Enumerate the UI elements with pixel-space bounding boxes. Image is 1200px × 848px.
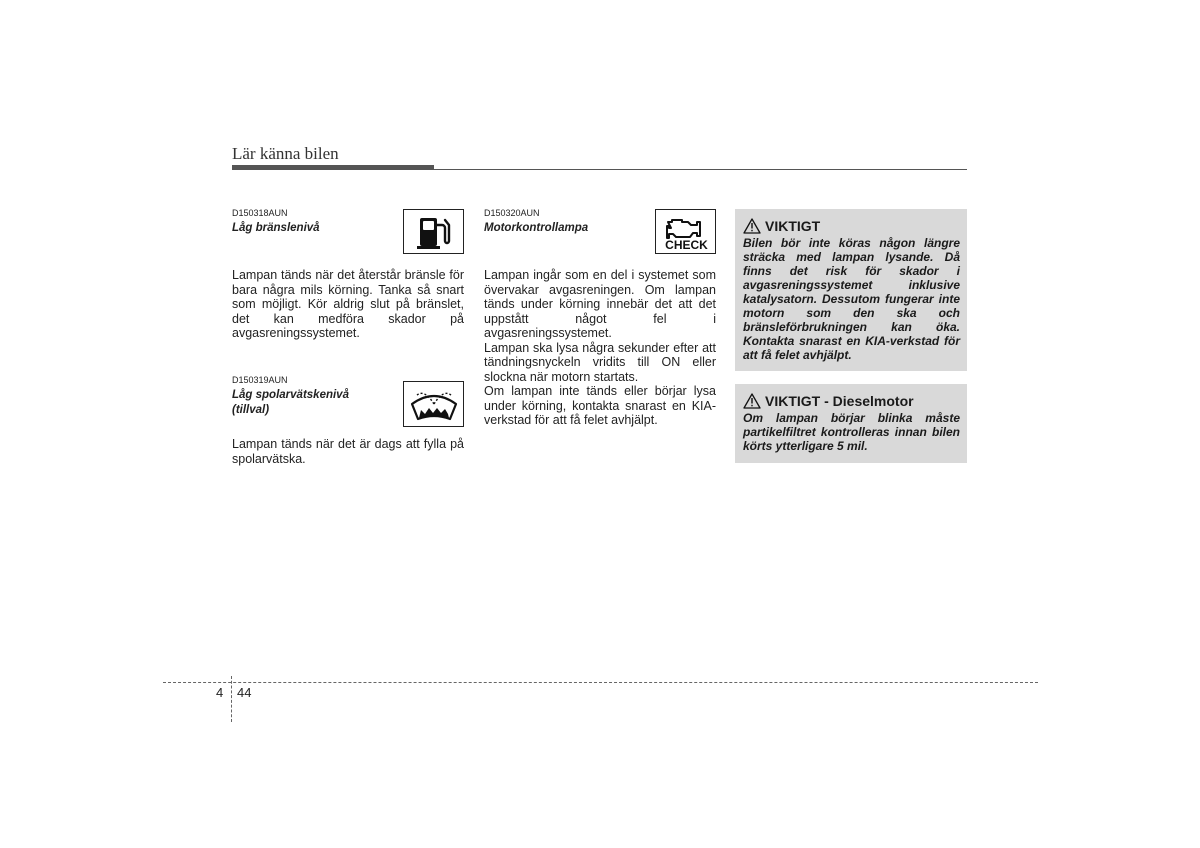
section-code-engine: D150320AUN [484,208,540,218]
section-body-fuel: Lampan tänds när det återstår bränsle för bara några mils körning. Tanka så snart som möjligt. Kör aldrig slut på bränslet, det kan medföra skador på avgasreningssystemet. [232,268,464,340]
page-header-title: Lär känna bilen [232,144,339,163]
section-code-washer: D150319AUN [232,375,288,385]
fuel-pump-icon [403,209,464,254]
warning-triangle-icon [743,393,761,409]
warning-text: Bilen bör inte köras någon längre sträcka med lampan lysande. Då finns det risk för skador i avgasreningssystemet inklusive katalysatorn. Dessutom fungerar inte motorn som den ska och bränsleförbrukningen kan öka. Kontakta snarast en KIA-verkstad för att få felet avhjälpt. [743,236,960,362]
washer-fluid-icon [403,381,464,427]
footer-divider [231,676,232,722]
warning-triangle-icon [743,218,761,234]
section-code-fuel: D150318AUN [232,208,288,218]
section-title-fuel: Låg bränslenivå [232,222,320,234]
section-body-engine-p3: Om lampan inte tänds eller börjar lysa under körning, kontakta snarast en KIA-verkstad för att få felet avhjälpt. [484,384,716,427]
section-title-washer [232,388,349,418]
section-title-washer-line2: (tillval) [232,404,270,416]
section-body-engine [484,268,716,428]
warning-title: VIKTIGT - Dieselmotor [765,393,914,409]
warning-title: VIKTIGT [765,218,821,234]
warning-box-diesel [735,384,967,463]
footer-dashed-rule [163,682,1038,683]
warning-box-viktigt [735,209,967,371]
check-engine-icon [655,209,716,254]
chapter-number: 4 [216,685,224,700]
header-rule [232,169,967,170]
section-body-engine-p1: Lampan ingår som en del i systemet som övervakar avgasreningen. Om lampan tänds under körning innebär det att det uppstått något fel i avgasreningssystemet. [484,268,716,340]
warning-text: Om lampan börjar blinka måste partikelfiltret kontrolleras innan bilen körts ytterligare 5 mil. [743,411,960,453]
section-title-engine: Motorkontrollampa [484,222,589,234]
section-body-engine-p2: Lampan ska lysa några sekunder efter att tändningsnyckeln vridits till ON eller slockna när motorn startats. [484,340,716,384]
check-engine-icon-text: CHECK [665,238,708,252]
section-title-washer-line1: Låg spolarvätskenivå [232,389,349,401]
section-body-washer: Lampan tänds när det är dags att fylla på spolarvätska. [232,437,464,466]
page-number: 44 [237,685,252,700]
